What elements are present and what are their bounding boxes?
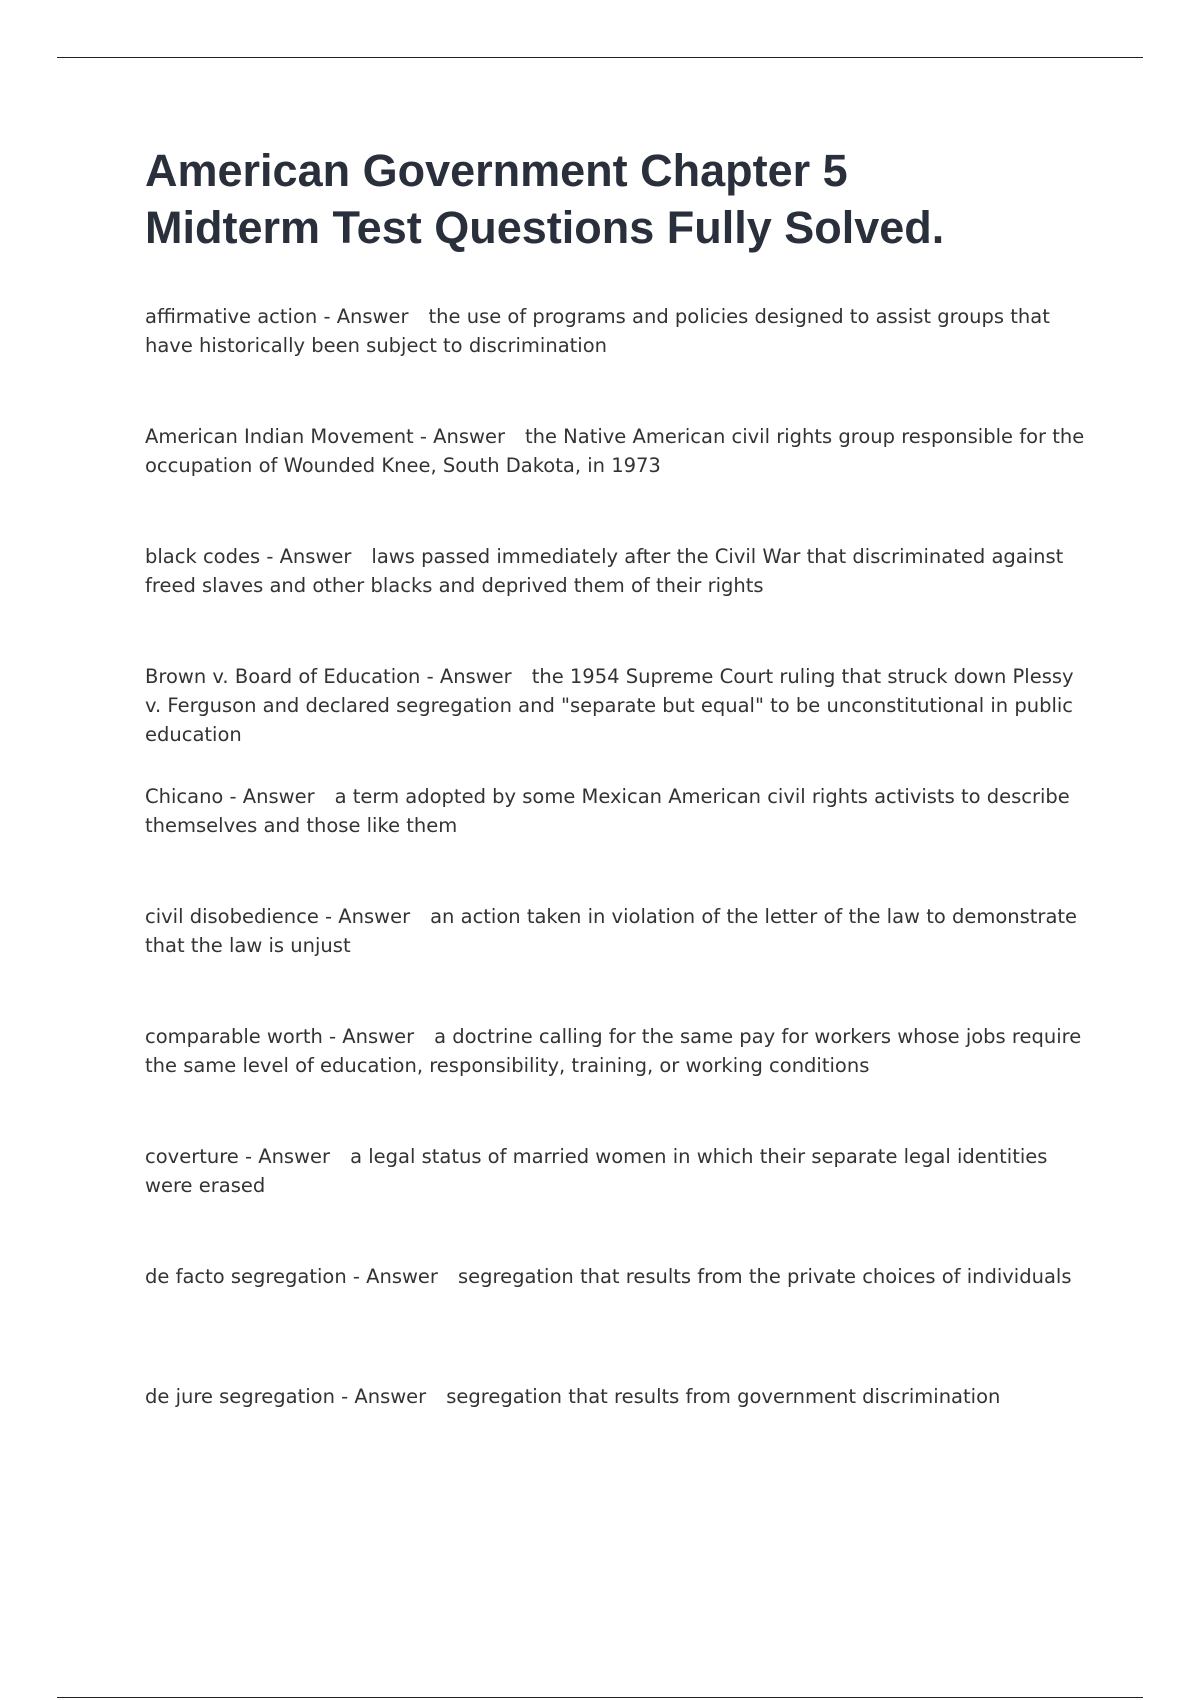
flashcard-entry: comparable worth - Answer a doctrine calling for the same pay for workers whose jobs require the same level of education, responsibility, training, or working conditions	[145, 1025, 1082, 1077]
flashcard-entry: coverture - Answer a legal status of married women in which their separate legal identities were erased	[145, 1145, 1048, 1197]
entry-definition: the use of programs and policies designed to assist groups that have historically been subject to discrimination	[145, 305, 1050, 357]
entry-term: affirmative action	[145, 305, 318, 328]
flashcard-entry: Brown v. Board of Education - Answer the 1954 Supreme Court ruling that struck down Plessy v. Ferguson and declared segregation and "separate but equal" to be unconstitutional in public education	[145, 665, 1074, 746]
entry-definition: the Native American civil rights group responsible for the occupation of Wounded Knee, South Dakota, in 1973	[145, 425, 1085, 477]
entry-term: Brown v. Board of Education	[145, 665, 421, 688]
flashcard-entry: affirmative action - Answer the use of programs and policies designed to assist groups that have historically been subject to discrimination	[145, 305, 1050, 357]
bottom-rule	[57, 1697, 1143, 1698]
answer-marker: Answer	[258, 1145, 331, 1168]
entry-term: civil disobedience	[145, 905, 319, 928]
flashcard-entry: Chicano - Answer a term adopted by some Mexican American civil rights activists to describe themselves and those like them	[145, 785, 1070, 837]
top-rule	[57, 57, 1143, 58]
entry-definition: a legal status of married women in which their separate legal identities were erased	[145, 1145, 1048, 1197]
entry-definition: a term adopted by some Mexican American civil rights activists to describe themselves and those like them	[145, 785, 1070, 837]
title-line-2: Midterm Test Questions Fully Solved.	[145, 202, 945, 253]
answer-marker: Answer	[279, 545, 352, 568]
flashcard-entry: de jure segregation - Answer segregation that results from government discrimination	[145, 1385, 1001, 1408]
entry-term: comparable worth	[145, 1025, 323, 1048]
entry-definition: the 1954 Supreme Court ruling that struck down Plessy v. Ferguson and declared segregation and "separate but equal" to be unconstitutional in public education	[145, 665, 1074, 746]
entry-definition: segregation that results from government discrimination	[446, 1385, 1001, 1408]
entry-definition: laws passed immediately after the Civil War that discriminated against freed slaves and other blacks and deprived them of their rights	[145, 545, 1064, 597]
flashcard-entry: black codes - Answer laws passed immediately after the Civil War that discriminated against freed slaves and other blacks and deprived them of their rights	[145, 545, 1064, 597]
answer-marker: Answer	[242, 785, 315, 808]
entry-definition: segregation that results from the private choices of individuals	[457, 1265, 1072, 1288]
entry-definition: an action taken in violation of the letter of the law to demonstrate that the law is unjust	[145, 905, 1078, 957]
answer-marker: Answer	[354, 1385, 427, 1408]
answer-marker: Answer	[366, 1265, 438, 1288]
entry-term: de jure segregation	[145, 1385, 335, 1408]
flashcard-entry: de facto segregation - Answer segregation that results from the private choices of individuals	[145, 1265, 1072, 1288]
flashcard-list	[145, 302, 1095, 1502]
answer-marker: Answer	[439, 665, 512, 688]
entry-term: black codes	[145, 545, 261, 568]
answer-marker: Answer	[433, 425, 505, 448]
entry-term: American Indian Movement	[145, 425, 414, 448]
title-line-1: American Government Chapter 5	[145, 145, 848, 196]
flashcard-entry: civil disobedience - Answer an action taken in violation of the letter of the law to demonstrate that the law is unjust	[145, 905, 1078, 957]
entry-term: de facto segregation	[145, 1265, 347, 1288]
flashcard-entry: American Indian Movement - Answer the Native American civil rights group responsible for the occupation of Wounded Knee, South Dakota, in 1973	[145, 425, 1085, 477]
answer-marker: Answer	[338, 905, 411, 928]
page-title	[145, 142, 1085, 256]
entry-term: coverture	[145, 1145, 239, 1168]
entry-term: Chicano	[145, 785, 224, 808]
answer-marker: Answer	[336, 305, 409, 328]
answer-marker: Answer	[342, 1025, 415, 1048]
entry-definition: a doctrine calling for the same pay for workers whose jobs require the same level of education, responsibility, training, or working conditions	[145, 1025, 1082, 1077]
